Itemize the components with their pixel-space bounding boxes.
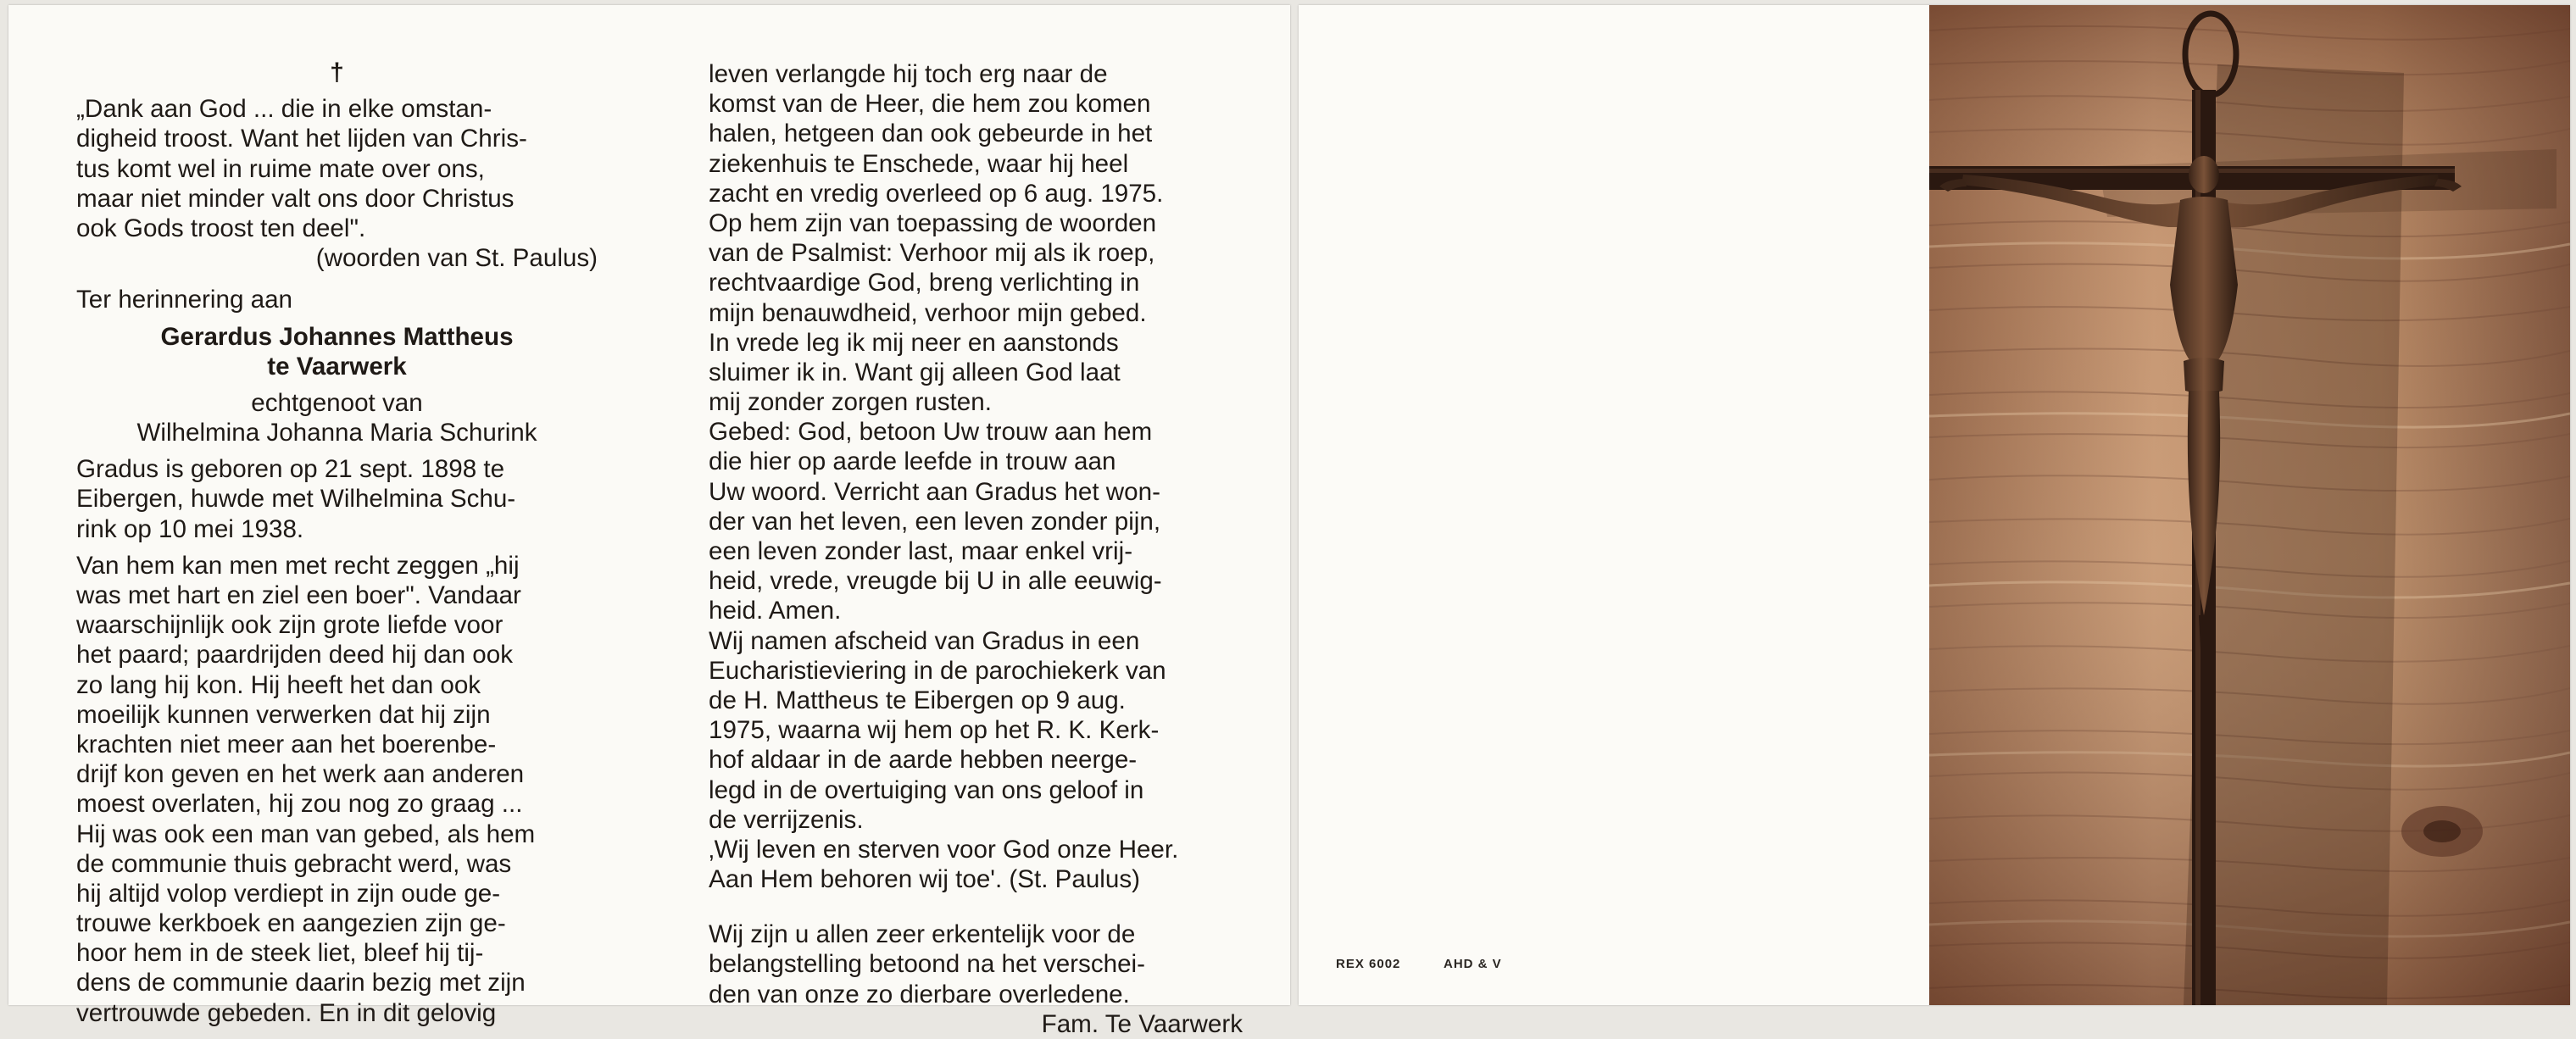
deceased-surname: te Vaarwerk (267, 352, 407, 381)
prayer-line: Gebed: God, betoon Uw trouw aan hem (709, 418, 1153, 447)
farewell-line: de H. Mattheus te Eibergen op 9 aug. (709, 686, 1126, 714)
cross-icon: † (330, 58, 344, 86)
series-code: REX 6002 (1336, 957, 1401, 971)
closing-quote: ‚Wij leven en sterven voor God onze Heer. (709, 835, 1179, 864)
farewell-line: legd in de overtuiging van ons geloof in (709, 775, 1144, 804)
bio-line: ziekenhuis te Enschede, waar hij heel (709, 149, 1129, 178)
bio-line: moeilijk kunnen verwerken dat hij zijn (76, 700, 491, 729)
left-text-column (76, 5, 598, 1028)
prayer-line: heid. Amen. (709, 597, 842, 625)
bio-line: zacht en vredig overleed op 6 aug. 1975. (709, 179, 1164, 208)
prayer-line: der van het leven, een leven zonder pijn, (709, 507, 1161, 536)
psalm-line: mijn benauwdheid, verhoor mijn gebed. (709, 298, 1147, 327)
bio-line: Gradus is geboren op 21 sept. 1898 te (76, 455, 505, 484)
right-text-column (709, 5, 1243, 1039)
quote-line: maar niet minder valt ons door Christus (76, 184, 515, 213)
prayer-line: een leven zonder last, maar enkel vrij- (709, 537, 1133, 565)
prayer-line: die hier op aarde leefde in trouw aan (709, 447, 1116, 476)
bio-line: zo lang hij kon. Hij heeft het dan ook (76, 670, 481, 699)
printer-codes (1336, 957, 1541, 971)
psalm-line: sluimer ik in. Want gij alleen God laat (709, 358, 1121, 386)
family-signature: Fam. Te Vaarwerk (1041, 1009, 1243, 1038)
bio-line: het paard; paardrijden deed hij dan ook (76, 641, 513, 670)
bio-line: vertrouwde gebeden. En in dit gelovig (76, 998, 497, 1027)
prayer-line: heid, vrede, vreugde bij U in alle eeuwig- (709, 567, 1162, 596)
quote-line: „Dank aan God ... die in elke omstan- (76, 95, 492, 124)
bio-line: de communie thuis gebracht werd, was (76, 849, 512, 878)
text-card (8, 5, 1290, 1038)
bio-line: leven verlangde hij toch erg naar de (709, 60, 1108, 88)
prayer-line: Uw woord. Verricht aan Gradus het won- (709, 477, 1160, 506)
farewell-line: Eucharistieviering in de parochiekerk van (709, 656, 1166, 685)
psalm-line: mij zonder zorgen rusten. (709, 388, 992, 417)
bio-line: krachten niet meer aan het boerenbe- (76, 730, 497, 758)
psalm-line: van de Psalmist: Verhoor mij als ik roep, (709, 239, 1155, 268)
quote-line: digheid troost. Want het lijden van Chris- (76, 125, 527, 153)
crucifix-photo (1929, 5, 2570, 1005)
thanks-line: Wij zijn u allen zeer erkentelijk voor de (709, 920, 1136, 949)
closing-quote: Aan Hem behoren wij toe'. (St. Paulus) (709, 865, 1140, 894)
publisher-code: AHD & V (1444, 957, 1502, 971)
bio-line: moest overlaten, hij zou nog zo graag ... (76, 790, 523, 819)
bio-line: waarschijnlijk ook zijn grote liefde voor (76, 611, 504, 640)
image-card (1299, 5, 2570, 1005)
quote-line: ook Gods troost ten deel". (76, 214, 366, 242)
deceased-name: Gerardus Johannes Mattheus (160, 322, 514, 351)
psalm-line: Op hem zijn van toepassing de woorden (709, 208, 1157, 237)
bio-line: hoor hem in de steek liet, bleef hij tij- (76, 939, 484, 968)
thanks-line: den van onze zo dierbare overledene. (709, 980, 1130, 1008)
crucifix-image (1929, 5, 2570, 1005)
farewell-line: hof aldaar in de aarde hebben neerge- (709, 746, 1138, 775)
bio-line: Van hem kan men met recht zeggen „hij (76, 551, 520, 580)
thanks-line: belangstelling betoond na het verschei- (709, 950, 1145, 979)
bio-line: Hij was ook een man van gebed, als hem (76, 820, 536, 848)
bio-line: was met hart en ziel een boer". Vandaar (76, 581, 521, 610)
bio-line: Eibergen, huwde met Wilhelmina Schu- (76, 485, 516, 514)
spouse-name: Wilhelmina Johanna Maria Schurink (136, 419, 537, 447)
bio-line: hij altijd volop verdiept in zijn oude ge- (76, 879, 501, 908)
bio-line: trouwe kerkboek en aangezien zijn ge- (76, 909, 506, 938)
bio-line: dens de communie daarin bezig met zijn (76, 969, 526, 997)
farewell-line: Wij namen afscheid van Gradus in een (709, 626, 1140, 655)
bio-line: komst van de Heer, die hem zou komen (709, 90, 1151, 119)
psalm-line: In vrede leg ik mij neer en aanstonds (709, 328, 1119, 357)
remembrance-intro: Ter herinnering aan (76, 286, 292, 314)
bio-line: halen, hetgeen dan ook gebeurde in het (709, 119, 1153, 148)
farewell-line: de verrijzenis. (709, 805, 864, 834)
bio-line: drijf kon geven en het werk aan anderen (76, 760, 525, 789)
psalm-line: rechtvaardige God, breng verlichting in (709, 269, 1140, 297)
spouse-label: echtgenoot van (251, 388, 423, 417)
farewell-line: 1975, waarna wij hem op het R. K. Kerk- (709, 716, 1160, 745)
quote-attribution: (woorden van St. Paulus) (315, 244, 598, 273)
bio-line: rink op 10 mei 1938. (76, 514, 304, 543)
quote-line: tus komt wel in ruime mate over ons, (76, 154, 485, 183)
